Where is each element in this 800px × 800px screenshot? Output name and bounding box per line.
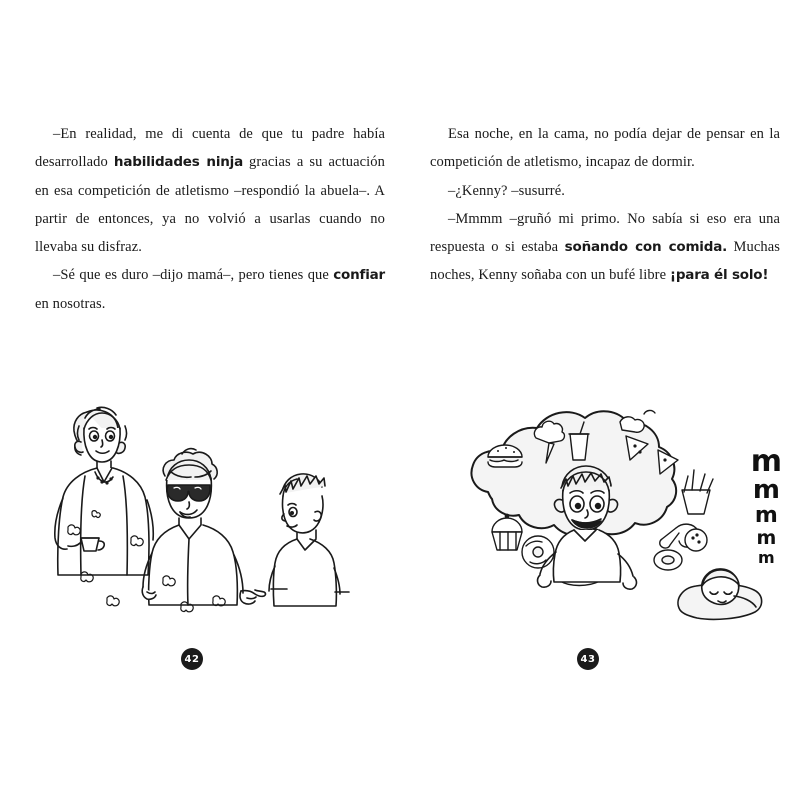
text-run: –En realidad, me di cuenta de que tu padre había desarrollado bbox=[35, 126, 385, 171]
text-run-bold: habilidades ninja bbox=[113, 154, 243, 171]
page-number-right: 43 bbox=[577, 648, 599, 670]
paragraph bbox=[35, 261, 385, 318]
illustration-right bbox=[430, 400, 780, 640]
text-run: –Sé que es duro –dijo mamá–, pero tienes que bbox=[53, 267, 334, 284]
page-left-text bbox=[35, 120, 385, 318]
text-run: Muchas noches, Kenny soñaba con un bufé libre bbox=[430, 239, 780, 284]
snore-letter: m bbox=[750, 444, 782, 479]
snore-letter: m bbox=[754, 503, 778, 529]
text-run: en nosotras. bbox=[35, 295, 106, 312]
illustration-left bbox=[35, 388, 385, 638]
page-right-text bbox=[430, 120, 780, 290]
text-run-bold: confiar bbox=[333, 267, 385, 284]
text-run: –Mmmm –gruñó mi primo. No sabía si eso era una respuesta o si estaba bbox=[430, 210, 780, 256]
text-run: gracias a su actuación en esa competición de atletismo –respondió la abuela–. A partir de entonces, ya no volvió a usarlas cuando no llevaba su disfraz. bbox=[35, 154, 385, 256]
snore-letters bbox=[750, 444, 782, 568]
text-run-bold: ¡para él solo! bbox=[669, 267, 769, 284]
paragraph bbox=[430, 120, 780, 177]
text-run: Esa noche, en la cama, no podía dejar de pensar en la competición de atletismo, incapaz de dormir. bbox=[430, 126, 780, 171]
snore-letter: m bbox=[756, 527, 777, 550]
paragraph bbox=[430, 177, 780, 205]
paragraph bbox=[430, 205, 780, 290]
text-run-bold: soñando con comida. bbox=[564, 239, 728, 256]
text-run: –¿Kenny? –susurré. bbox=[448, 182, 565, 199]
page-number-left: 42 bbox=[181, 648, 203, 670]
paragraph bbox=[35, 120, 385, 261]
snore-letter: m bbox=[758, 548, 775, 568]
snore-letter: m bbox=[752, 475, 780, 505]
